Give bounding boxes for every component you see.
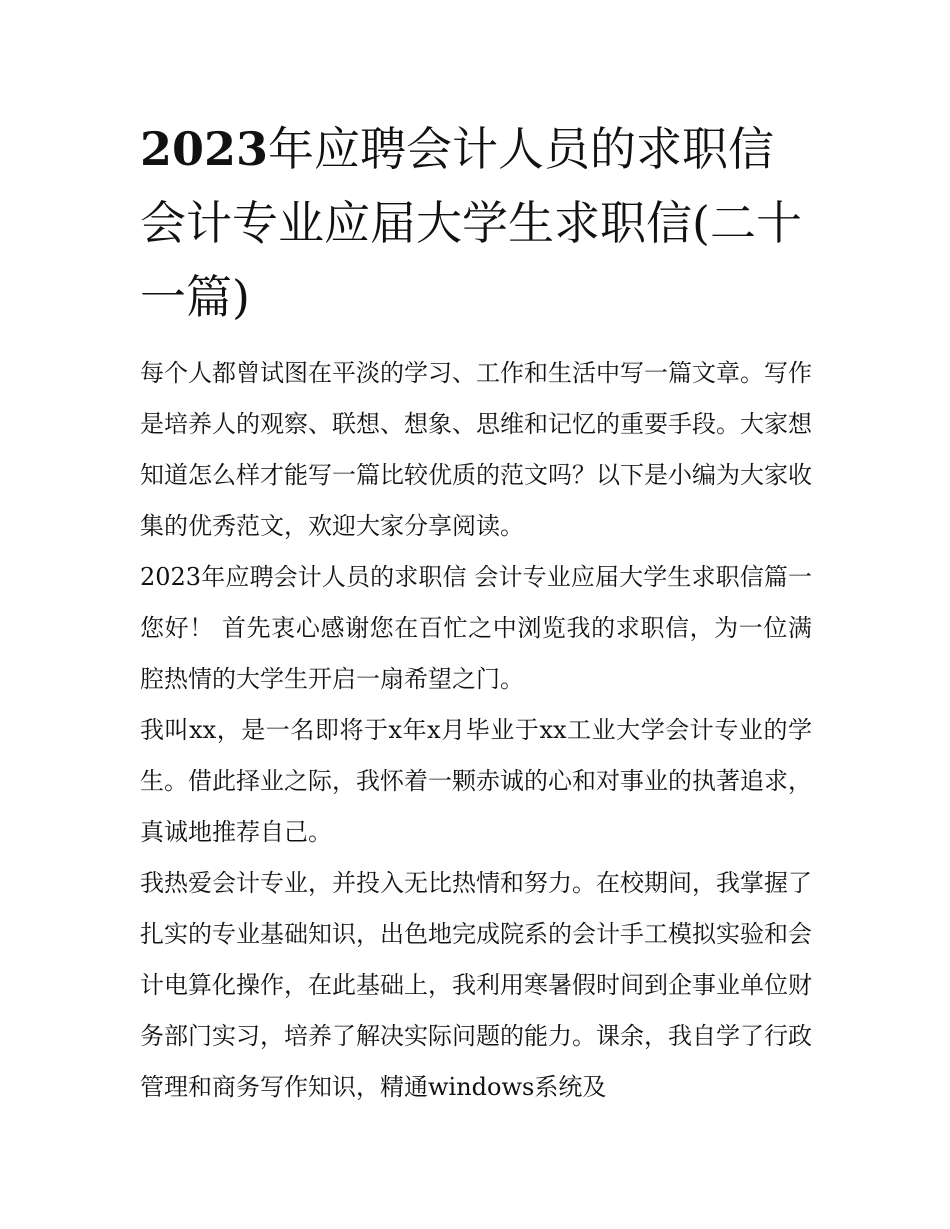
document-body bbox=[140, 348, 812, 1113]
paragraph-self-introduction: 我叫xx，是一名即将于x年x月毕业于xx工业大学会计专业的学生。借此择业之际，我怀着一颗赤诚的心和对事业的执著追求，真诚地推荐自己。 bbox=[140, 716, 812, 846]
title-text: 年应聘会计人员的求职信 会计专业应届大学生求职信(二十一篇) bbox=[140, 122, 802, 324]
paragraph-skills: 我热爱会计专业，并投入无比热情和努力。在校期间，我掌握了扎实的专业基础知识，出色地完成院系的会计手工模拟实验和会计电算化操作，在此基础上，我利用寒暑假时间到企事业单位财务部门实习，培养了解决实际问题的能力。课余，我自学了行政管理和商务写作知识，精通windows系统及 bbox=[140, 869, 812, 1101]
paragraph-greeting: 2023年应聘会计人员的求职信 会计专业应届大学生求职信篇一 您好！ 首先衷心感谢您在百忙之中浏览我的求职信，为一位满腔热情的大学生开启一扇希望之门。 bbox=[140, 563, 812, 693]
paragraph-intro: 每个人都曾试图在平淡的学习、工作和生活中写一篇文章。写作是培养人的观察、联想、想象、思维和记忆的重要手段。大家想知道怎么样才能写一篇比较优质的范文吗？以下是小编为大家收集的优秀范文，欢迎大家分享阅读。 bbox=[140, 359, 812, 540]
document-title bbox=[140, 112, 812, 334]
title-year: 2023 bbox=[140, 122, 269, 176]
document-page bbox=[140, 112, 812, 1113]
